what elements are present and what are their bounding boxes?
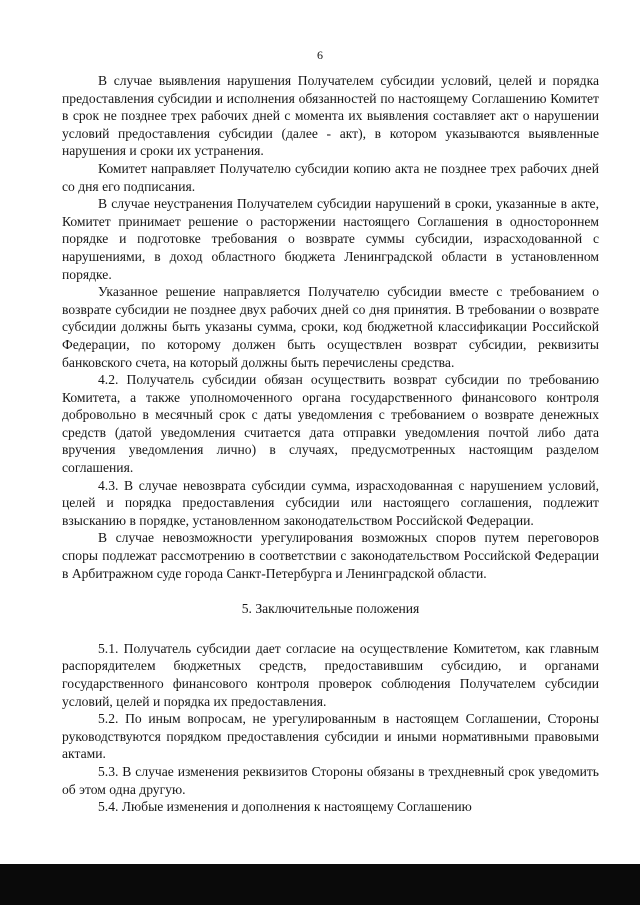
document-body xyxy=(62,72,599,816)
paragraph-non-elimination: В случае неустранения Получателем субсидии нарушений в сроки, указанные в акте, Комитет принимает решение о расторжении настоящего Соглашения в одностороннем порядке и подготовке требования о возврате суммы субсидии, израсходованной с нарушениями, в доход областного бюджета Ленинградской области в установленном порядке. xyxy=(62,196,599,282)
paragraph-5-1: 5.1. Получатель субсидии дает согласие на осуществление Комитетом, как главным распорядителем бюджетных средств, предоставившим субсидию, и органами государственного финансового контроля проверок соблюдения Получателем субсидии условий, целей и порядка их предоставления. xyxy=(62,640,599,709)
paragraph-decision-sent: Указанное решение направляется Получателю субсидии вместе с требованием о возврате субсидии не позднее двух рабочих дней со дня принятия. В требовании о возврате субсидии должны быть указаны сумма, сроки, код бюджетной классификации Российской Федерации, по которому должен быть осуществлен возврат субсидии, реквизиты банковского счета, на который должны быть перечислены средства. xyxy=(62,284,599,370)
paragraph-5-3: 5.3. В случае изменения реквизитов Стороны обязаны в трехдневный срок уведомить об этом одна другую. xyxy=(62,763,599,797)
page-number: 6 xyxy=(317,48,323,62)
paragraph-4-2: 4.2. Получатель субсидии обязан осуществить возврат субсидии по требованию Комитета, а также уполномоченного органа государственного финансового контроля добровольно в месячный срок с даты уведомления с требованием о возврате денежных средств (датой уведомления считается дата отправки уведомления почтой либо дата вручения уведомления лично) в случаях, предусмотренных настоящим разделом соглашения. xyxy=(62,372,599,476)
paragraph-5-2: 5.2. По иным вопросам, не урегулированным в настоящем Соглашении, Стороны руководствуются порядком предоставления субсидии и иными нормативными правовыми актами. xyxy=(62,711,599,762)
paragraph-disputes: В случае невозможности урегулирования возможных споров путем переговоров споры подлежат рассмотрению в соответствии с законодательством Российской Федерации в Арбитражном суде города Санкт-Петербурга и Ленинградской области. xyxy=(62,530,599,581)
section-heading: 5. Заключительные положения xyxy=(241,601,420,617)
paragraph-act-copy: Комитет направляет Получателю субсидии копию акта не позднее трех рабочих дней со дня его подписания. xyxy=(62,160,599,194)
scan-bottom-border xyxy=(0,864,640,905)
paragraph-4-3: 4.3. В случае невозврата субсидии сумма, израсходованная с нарушением условий, целей и порядка предоставления субсидии или настоящего соглашения, подлежит взысканию в порядке, установленном законодательством Российской Федерации. xyxy=(62,477,599,528)
paragraph-5-4: 5.4. Любые изменения и дополнения к настоящему Соглашению xyxy=(98,799,472,815)
paragraph-violation-detection: В случае выявления нарушения Получателем субсидии условий, целей и порядка предоставления субсидии и исполнения обязанностей по настоящему Соглашению Комитет в срок не позднее трех рабочих дней с момента их выявления составляет акт о нарушении условий предоставления субсидии (далее - акт), в котором указываются выявленные нарушения и сроки их устранения. xyxy=(62,73,599,159)
